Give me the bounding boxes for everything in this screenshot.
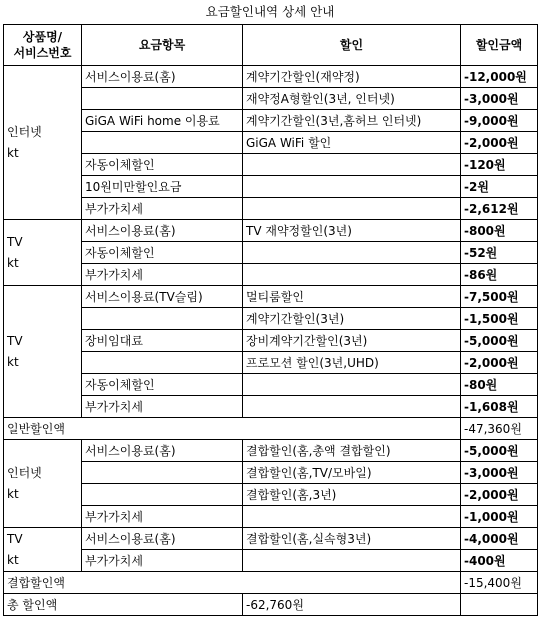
item-cell: 서비스이용료(홈): [82, 220, 243, 242]
amount-cell: -7,500원: [461, 286, 538, 308]
service-number: kt: [7, 486, 19, 501]
table-row: [4, 198, 538, 220]
item-cell: 서비스이용료(홈): [82, 66, 243, 88]
product-name: TV: [7, 531, 23, 546]
combo-total-row-label: 결합할인액: [4, 572, 461, 594]
table-row: [4, 176, 538, 198]
product-cell: [4, 66, 82, 220]
discount-cell: [243, 198, 461, 220]
item-cell: [82, 132, 243, 154]
amount-cell: -2,000원: [461, 484, 538, 506]
amount-cell: -400원: [461, 550, 538, 572]
amount-cell: -1,608원: [461, 396, 538, 418]
discount-cell: GiGA WiFi 할인: [243, 132, 461, 154]
item-cell: 서비스이용료(홈): [82, 528, 243, 550]
amount-cell: -120원: [461, 154, 538, 176]
product-name: TV: [7, 234, 23, 249]
item-cell: [82, 308, 243, 330]
amount-cell: -9,000원: [461, 110, 538, 132]
table-row: [4, 352, 538, 374]
product-name: 인터넷: [7, 465, 42, 480]
table-body: [4, 66, 538, 616]
grand-total-label: 총 할인액: [4, 594, 243, 616]
table-row: [4, 220, 538, 242]
table-row: [4, 264, 538, 286]
discount-cell: 결합할인(홈,TV/모바일): [243, 462, 461, 484]
item-cell: 서비스이용료(홈): [82, 440, 243, 462]
header-product-line2: 서비스번호: [13, 46, 72, 60]
item-cell: 자동이체할인: [82, 154, 243, 176]
table-row: [4, 484, 538, 506]
header-product-line1: 상품명/: [22, 30, 63, 44]
header-product: [4, 25, 82, 66]
table-row: [4, 506, 538, 528]
amount-cell: -1,000원: [461, 506, 538, 528]
table-row: [4, 154, 538, 176]
discount-cell: TV 재약정할인(3년): [243, 220, 461, 242]
discount-cell: 멀티룸할인: [243, 286, 461, 308]
amount-cell: -2,612원: [461, 198, 538, 220]
amount-cell: -4,000원: [461, 528, 538, 550]
item-cell: [82, 462, 243, 484]
grand-total-row: [4, 594, 538, 616]
item-cell: 부가가치세: [82, 396, 243, 418]
discount-cell: [243, 154, 461, 176]
amount-cell: -1,500원: [461, 308, 538, 330]
item-cell: [82, 352, 243, 374]
discount-cell: 결합할인(홈,총액 결합할인): [243, 440, 461, 462]
discount-cell: [243, 506, 461, 528]
header-row: [4, 25, 538, 66]
discount-cell: [243, 550, 461, 572]
table-row: [4, 132, 538, 154]
grand-total-amount: -62,760원: [243, 594, 461, 616]
table-row: [4, 374, 538, 396]
discount-cell: [243, 396, 461, 418]
table-row: [4, 330, 538, 352]
grand-total-empty: [461, 594, 538, 616]
amount-cell: -5,000원: [461, 330, 538, 352]
discount-cell: 계약기간할인(3년,홈허브 인터넷): [243, 110, 461, 132]
amount-cell: -3,000원: [461, 88, 538, 110]
item-cell: 부가가치세: [82, 198, 243, 220]
table-row: [4, 286, 538, 308]
amount-cell: -52원: [461, 242, 538, 264]
table-row: [4, 308, 538, 330]
item-cell: 10원미만할인요금: [82, 176, 243, 198]
amount-cell: -2,000원: [461, 132, 538, 154]
item-cell: 부가가치세: [82, 506, 243, 528]
discount-cell: [243, 374, 461, 396]
table-row: [4, 242, 538, 264]
service-number: kt: [7, 354, 19, 369]
service-number: kt: [7, 552, 19, 567]
item-cell: [82, 88, 243, 110]
item-cell: 장비임대료: [82, 330, 243, 352]
product-cell: [4, 220, 82, 286]
page-title: 요금할인내역 상세 안내: [205, 4, 335, 19]
header-amount: 할인금액: [461, 25, 538, 66]
amount-cell: -86원: [461, 264, 538, 286]
table-row: [4, 462, 538, 484]
general-total-row: [4, 418, 538, 440]
combo-total-row: [4, 572, 538, 594]
discount-cell: 결합할인(홈,실속형3년): [243, 528, 461, 550]
header-discount: 할인: [243, 25, 461, 66]
amount-cell: -3,000원: [461, 462, 538, 484]
combo-total-row-amount: -15,400원: [461, 572, 538, 594]
item-cell: GiGA WiFi home 이용료: [82, 110, 243, 132]
discount-cell: 계약기간할인(재약정): [243, 66, 461, 88]
amount-cell: -12,000원: [461, 66, 538, 88]
product-cell: [4, 528, 82, 572]
general-total-row-amount: -47,360원: [461, 418, 538, 440]
product-cell: [4, 286, 82, 418]
table-row: [4, 550, 538, 572]
amount-cell: -80원: [461, 374, 538, 396]
item-cell: 서비스이용료(TV슬림): [82, 286, 243, 308]
product-name: TV: [7, 333, 23, 348]
amount-cell: -800원: [461, 220, 538, 242]
product-name: 인터넷: [7, 124, 42, 139]
service-number: kt: [7, 145, 19, 160]
discount-cell: [243, 176, 461, 198]
item-cell: 부가가치세: [82, 550, 243, 572]
discount-cell: 장비계약기간할인(3년): [243, 330, 461, 352]
amount-cell: -2원: [461, 176, 538, 198]
item-cell: [82, 484, 243, 506]
item-cell: 자동이체할인: [82, 374, 243, 396]
table-row: [4, 66, 538, 88]
table-row: [4, 528, 538, 550]
general-total-row-label: 일반할인액: [4, 418, 461, 440]
item-cell: 자동이체할인: [82, 242, 243, 264]
discount-cell: 계약기간할인(3년): [243, 308, 461, 330]
discount-cell: 프로모션 할인(3년,UHD): [243, 352, 461, 374]
discount-cell: [243, 264, 461, 286]
table-row: [4, 440, 538, 462]
discount-cell: [243, 242, 461, 264]
table-row: [4, 88, 538, 110]
discount-table: [3, 24, 538, 616]
product-cell: [4, 440, 82, 528]
discount-cell: 결합할인(홈,3년): [243, 484, 461, 506]
item-cell: 부가가치세: [82, 264, 243, 286]
service-number: kt: [7, 255, 19, 270]
amount-cell: -2,000원: [461, 352, 538, 374]
table-row: [4, 396, 538, 418]
table-row: [4, 110, 538, 132]
discount-cell: 재약정A형할인(3년, 인터넷): [243, 88, 461, 110]
amount-cell: -5,000원: [461, 440, 538, 462]
header-item: 요금항목: [82, 25, 243, 66]
